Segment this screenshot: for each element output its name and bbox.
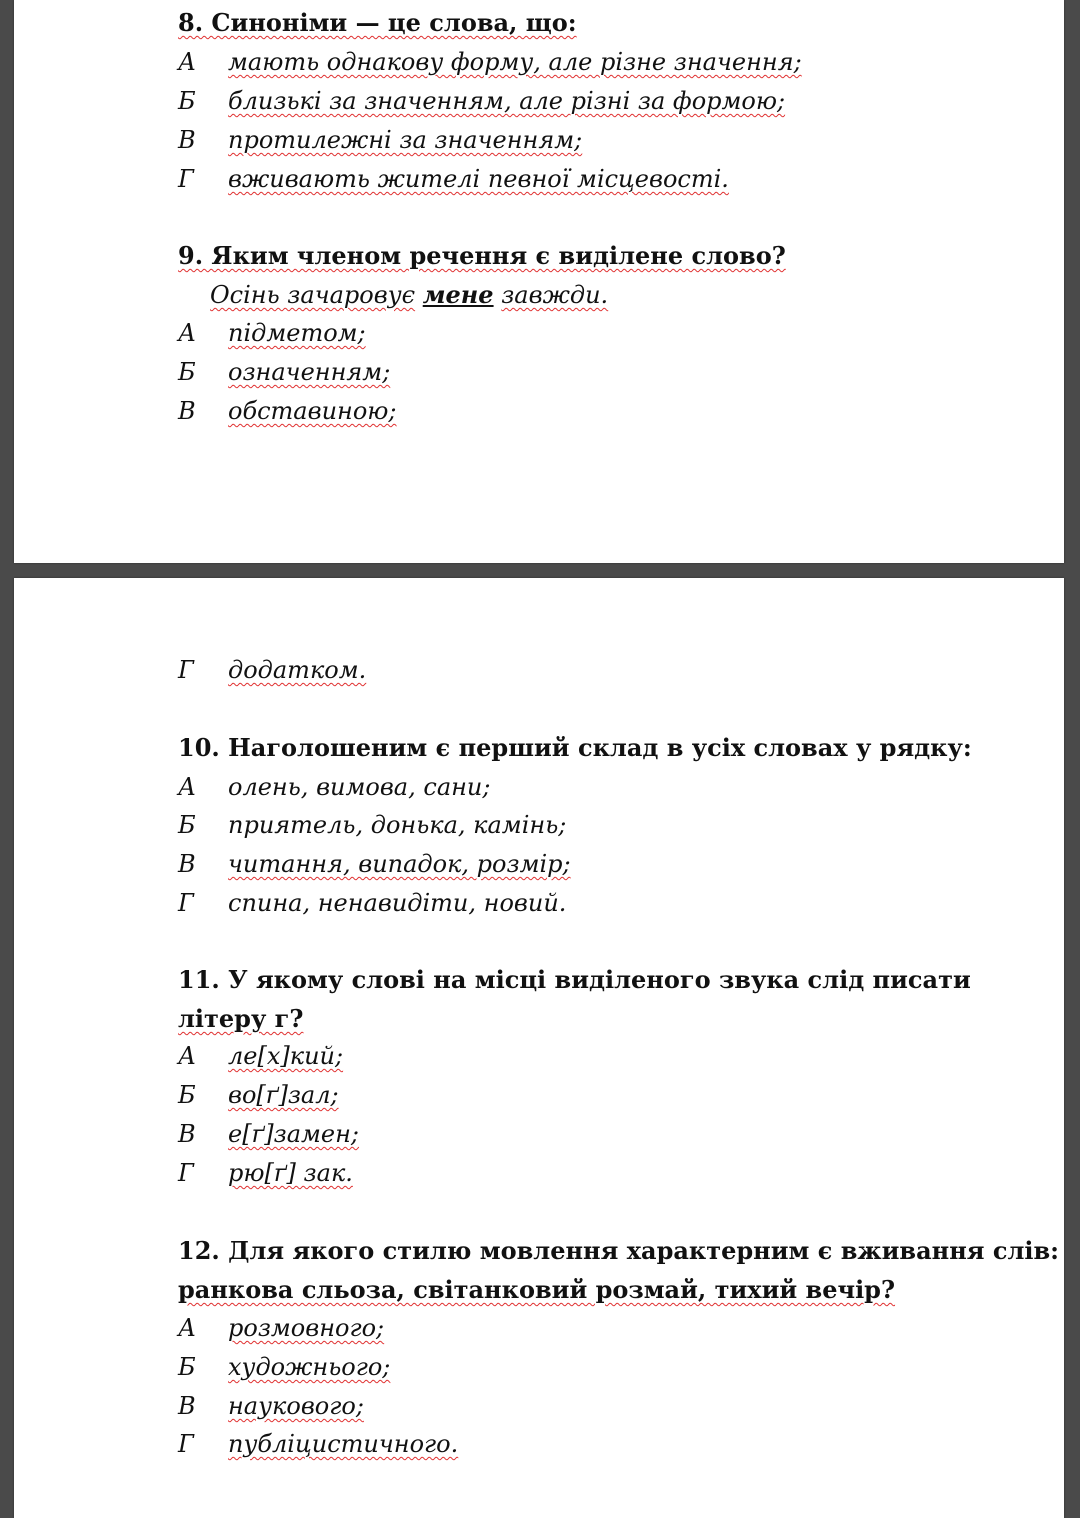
option-text: мають однакову форму, але різне значення; bbox=[228, 48, 802, 76]
option-text: е[ґ]замен; bbox=[228, 1120, 360, 1148]
question-11-title-text: літеру г? bbox=[178, 1004, 304, 1033]
option-letter: А bbox=[178, 1042, 197, 1070]
option-text: вживають жителі певної місцевості. bbox=[228, 165, 729, 193]
question-11-title-line-1 bbox=[178, 965, 971, 995]
option-text: рю[ґ] зак. bbox=[228, 1159, 353, 1187]
question-9-option-a bbox=[178, 318, 366, 348]
option-text: ле[х]кий; bbox=[228, 1042, 344, 1070]
option-letter: В bbox=[178, 1120, 196, 1148]
question-12-title-text: 12. Для якого стилю мовлення характерним є вживання слів: bbox=[178, 1236, 1060, 1265]
question-11-option-c bbox=[178, 1119, 359, 1149]
question-9-title bbox=[178, 241, 786, 271]
option-text: читання, випадок, розмір; bbox=[228, 850, 571, 878]
option-letter: Г bbox=[178, 656, 194, 684]
option-text: во[ґ]зал; bbox=[228, 1081, 339, 1109]
option-text: означенням; bbox=[228, 358, 391, 386]
question-10-option-c bbox=[178, 849, 571, 879]
question-11-title-line-2 bbox=[178, 1004, 303, 1034]
option-letter: В bbox=[178, 1392, 196, 1420]
option-letter: Б bbox=[178, 358, 196, 386]
question-11-title-text: 11. У якому слові на місці виділеного звука слід писати bbox=[178, 965, 971, 994]
question-8-option-b bbox=[178, 86, 785, 116]
question-12-option-d bbox=[178, 1429, 458, 1459]
option-letter: Б bbox=[178, 87, 196, 115]
question-9-option-b bbox=[178, 357, 390, 387]
option-text: приятель, донька, камінь; bbox=[228, 811, 567, 839]
question-12-title-line-2 bbox=[178, 1275, 895, 1305]
option-text: олень, вимова, сани; bbox=[228, 773, 491, 801]
option-text: обставиною; bbox=[228, 397, 397, 425]
option-text: художнього; bbox=[228, 1353, 391, 1381]
question-10-option-a bbox=[178, 772, 490, 802]
question-8-title bbox=[178, 8, 577, 38]
option-letter: А bbox=[178, 773, 197, 801]
option-letter: А bbox=[178, 319, 197, 347]
question-9-sentence bbox=[210, 280, 608, 310]
option-text: наукового; bbox=[228, 1392, 364, 1420]
question-10-option-b bbox=[178, 810, 566, 840]
option-letter: Г bbox=[178, 1430, 194, 1458]
sentence-start: Осінь зачаровує bbox=[210, 281, 416, 309]
question-11-option-d bbox=[178, 1158, 353, 1188]
question-8-option-c bbox=[178, 125, 582, 155]
question-8-option-d bbox=[178, 164, 729, 194]
option-letter: В bbox=[178, 850, 196, 878]
question-10-title bbox=[178, 733, 972, 763]
option-letter: В bbox=[178, 126, 196, 154]
option-letter: Г bbox=[178, 889, 194, 917]
option-text: розмовного; bbox=[228, 1314, 385, 1342]
question-9-option-d bbox=[178, 655, 366, 685]
option-text: протилежні за значенням; bbox=[228, 126, 583, 154]
option-text: спина, ненавидіти, новий. bbox=[228, 889, 567, 917]
question-12-title-text: ранкова сльоза, світанковий розмай, тихий вечір? bbox=[178, 1275, 896, 1304]
document-page-2 bbox=[14, 578, 1064, 1518]
question-10-option-d bbox=[178, 888, 566, 918]
option-text: публіцистичного. bbox=[228, 1430, 459, 1458]
document-page-1 bbox=[14, 0, 1064, 563]
question-12-option-b bbox=[178, 1352, 390, 1382]
option-letter: Б bbox=[178, 1081, 196, 1109]
question-9-option-c bbox=[178, 396, 397, 426]
question-11-option-b bbox=[178, 1080, 339, 1110]
question-11-option-a bbox=[178, 1041, 343, 1071]
sentence-end: завжди. bbox=[501, 281, 609, 309]
question-8-option-a bbox=[178, 47, 802, 77]
option-letter: Г bbox=[178, 165, 194, 193]
option-letter: В bbox=[178, 397, 196, 425]
option-letter: Б bbox=[178, 1353, 196, 1381]
question-9-title-text: 9. Яким членом речення є виділене слово? bbox=[178, 241, 786, 270]
question-12-option-c bbox=[178, 1391, 364, 1421]
option-letter: А bbox=[178, 1314, 197, 1342]
option-text: підметом; bbox=[228, 319, 366, 347]
option-text: близькі за значенням, але різні за формою; bbox=[228, 87, 786, 115]
option-letter: Б bbox=[178, 811, 196, 839]
highlighted-word: мене bbox=[422, 280, 494, 309]
option-letter: Г bbox=[178, 1159, 194, 1187]
option-letter: А bbox=[178, 48, 197, 76]
question-12-option-a bbox=[178, 1313, 384, 1343]
question-10-title-text: 10. Наголошеним є перший склад в усіх словах у рядку: bbox=[178, 733, 972, 762]
question-12-title-line-1 bbox=[178, 1236, 1059, 1266]
question-8-title-text: 8. Синоніми — це слова, що: bbox=[178, 8, 577, 37]
option-text: додатком. bbox=[228, 656, 367, 684]
